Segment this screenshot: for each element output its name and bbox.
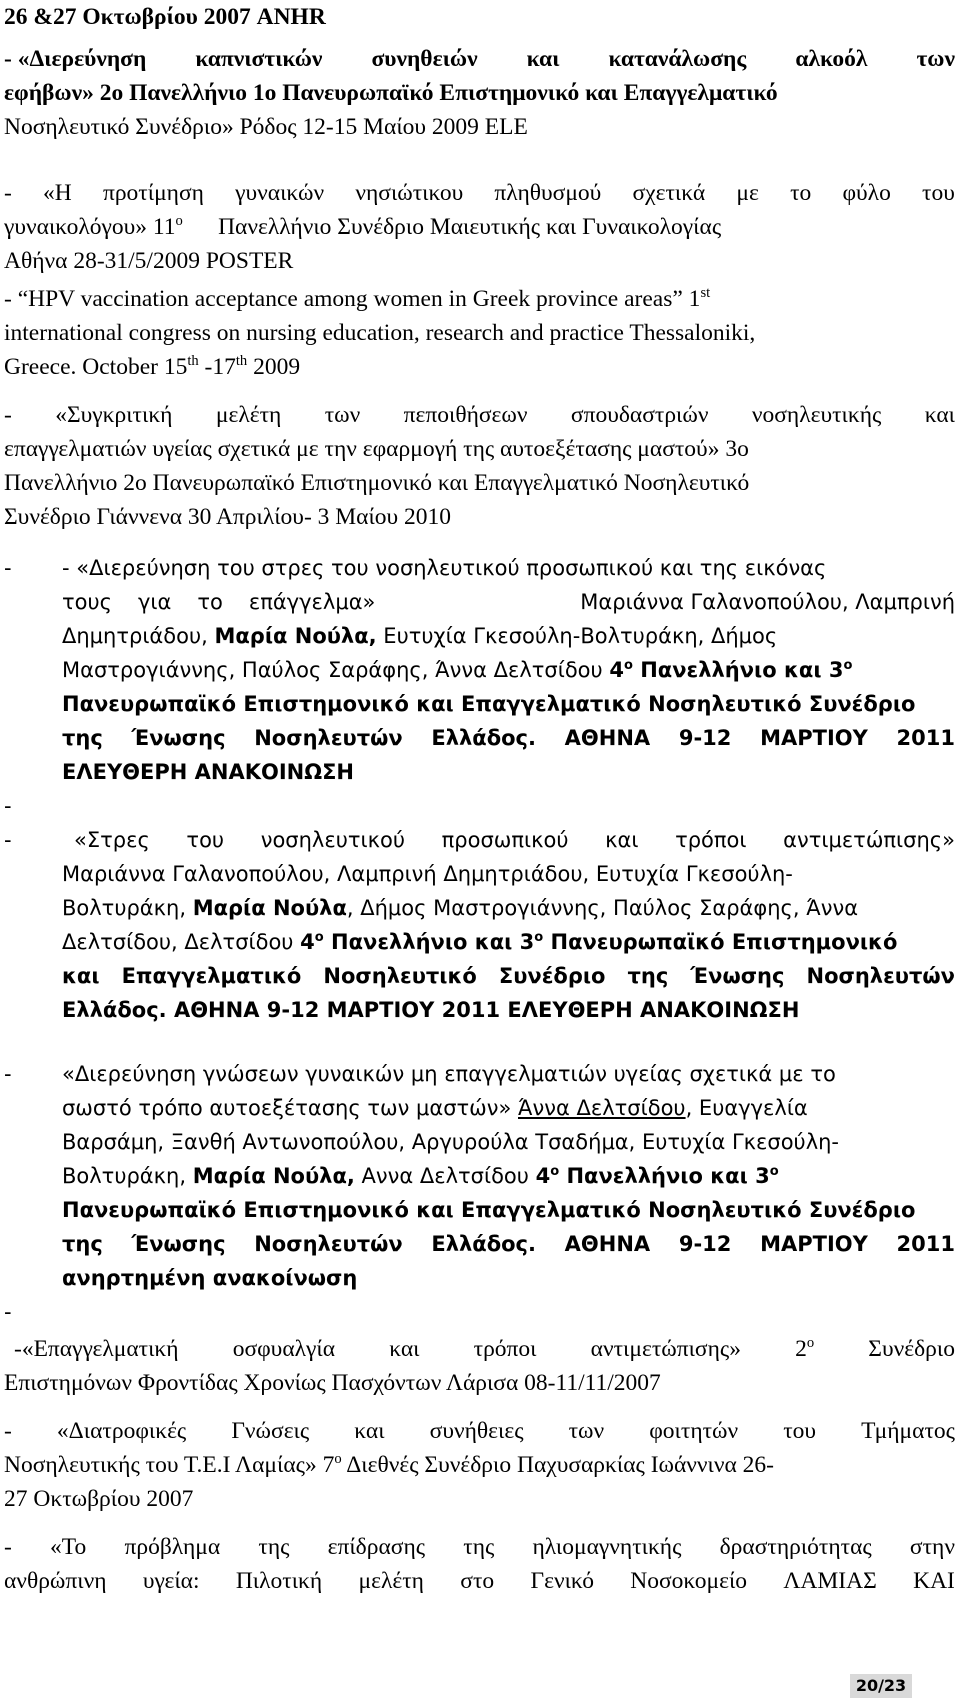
entry-2-line-2: γυναικολόγου» $11^o$ Πανελλήνιο Συνέδριο Μαιευτικής και Γυναικολογίας bbox=[4, 213, 722, 240]
entry-7-line-6: της Ένωσης Νοσηλευτών Ελλάδος. ΑΘΗΝΑ 9-12 ΜΑΡΤΙΟΥ 2011 bbox=[62, 1232, 955, 1256]
entry-7-line-1: «Διερεύνηση γνώσεων γυναικών μη επαγγελματιών υγείας σχετικά με το bbox=[62, 1062, 836, 1086]
entry-9-line-2: Νοσηλευτικής του Τ.Ε.Ι Λαμίας» $7^o$ Διεθνές Συνέδριο Παχυσαρκίας Ιωάννινα 26- bbox=[4, 1451, 775, 1478]
entry-7-line-4: Βολτυράκη, Μαρία Νούλα, Αννα Δελτσίδου $4^o$ Πανελλήνιο και $3^o$ bbox=[62, 1164, 779, 1188]
entry-2-line-3: Αθήνα 28-31/5/2009 POSTER bbox=[4, 248, 294, 274]
entry-7-line-2: σωστό τρόπο αυτοεξέτασης των μαστών» Άννα Δελτσίδου, Ευαγγελία bbox=[62, 1096, 808, 1120]
entry-6-line-2: Μαριάννα Γαλανοπούλου, Λαμπρινή Δημητριάδου, Ευτυχία Γκεσούλη- bbox=[62, 862, 793, 886]
entry-5-line-6: της Ένωσης Νοσηλευτών Ελλάδος. ΑΘΗΝΑ 9-12 ΜΑΡΤΙΟΥ 2011 bbox=[62, 726, 955, 750]
entry-1-line-2: εφήβων» 2ο Πανελλήνιο 1ο Πανευρωπαϊκό Επιστημονικό και Επαγγελματικό bbox=[4, 80, 778, 106]
entry-3-line-3: Greece. October 15th -17th 2009 bbox=[4, 353, 301, 380]
entry-9-line-1: - «Διατροφικές Γνώσεις και συνήθειες των φοιτητών του Τμήματος bbox=[4, 1418, 955, 1444]
entry-8-line-2: Επιστημόνων Φροντίδας Χρονίως Πασχόντων Λάρισα 08-11/11/2007 bbox=[4, 1370, 661, 1396]
entry-5-line-3: Δημητριάδου, Μαρία Νούλα, Ευτυχία Γκεσούλη-Βολτυράκη, Δήμος bbox=[62, 624, 778, 648]
entry-8-line-1: -«Επαγγελματική οσφυαλγία και τρόποι αντιμετώπισης» $2^o$ Συνέδριο bbox=[14, 1335, 955, 1362]
entry-6-line-4: Δελτσίδου, Δελτσίδου $4^o$ Πανελλήνιο και $3^o$ Πανευρωπαϊκό Επιστημονικό bbox=[62, 930, 898, 954]
entry-5-line-2: τους για το επάγγελμα» Μαριάννα Γαλανοπούλου, Λαμπρινή bbox=[62, 590, 955, 614]
entry-7-line-5: Πανευρωπαϊκό Επιστημονικό και Επαγγελματικό Νοσηλευτικό Συνέδριο bbox=[62, 1198, 916, 1222]
entry-7-line-7: ανηρτημένη ανακοίνωση bbox=[62, 1266, 358, 1290]
entry-4-line-3: Πανελλήνιο 2ο Πανευρωπαϊκό Επιστημονικό και Επαγγελματικό Νοσηλευτικό bbox=[4, 470, 750, 496]
entry-2-line-1: - «Η προτίμηση γυναικών νησιώτικου πληθυσμού σχετικά με το φύλο του bbox=[4, 180, 955, 206]
page-number: 20/23 bbox=[850, 1674, 912, 1698]
entry-6-line-3: Βολτυράκη, Μαρία Νούλα, Δήμος Μαστρογιάννης, Παύλος Σαράφης, Άννα bbox=[62, 896, 859, 920]
entry-5-line-4: Μαστρογιάννης, Παύλος Σαράφης, Άννα Δελτσίδου $4^o$ Πανελλήνιο και $3^o$ bbox=[62, 658, 853, 682]
entry-10-line-2: ανθρώπινη υγεία: Πιλοτική μελέτη στο Γενικό Νοσοκομείο ΛΑΜΙΑΣ ΚΑΙ bbox=[4, 1568, 955, 1594]
entry-10-line-1: - «Το πρόβλημα της επίδρασης της ηλιομαγνητικής δραστηριότητας στην bbox=[4, 1534, 955, 1560]
entry-6-line-6: Ελλάδος. ΑΘΗΝΑ 9-12 ΜΑΡΤΙΟΥ 2011 ΕΛΕΥΘΕΡΗ ΑΝΑΚΟΙΝΩΣΗ bbox=[62, 998, 800, 1022]
entry-3-line-1: - “HPV vaccination acceptance among women in Greek province areas” 1st bbox=[4, 285, 711, 312]
entry-3-line-2: international congress on nursing education, research and practice Thessaloniki, bbox=[4, 320, 756, 346]
entry-5-dash: - bbox=[4, 556, 12, 580]
entry-4-line-1: - «Συγκριτική μελέτη των πεποιθήσεων σπουδαστριών νοσηλευτικής και bbox=[4, 402, 955, 428]
entry-6-dash: - bbox=[4, 828, 12, 852]
entry-4-line-4: Συνέδριο Γιάννενα 30 Απριλίου- 3 Μαίου 2010 bbox=[4, 504, 452, 530]
entry-7-dash: - bbox=[4, 1062, 12, 1086]
entry-1-line-1: - «Διερεύνηση καπνιστικών συνηθειών και κατανάλωσης αλκοόλ των bbox=[4, 46, 955, 72]
entry-5-line-7: ΕΛΕΥΘΕΡΗ ΑΝΑΚΟΙΝΩΣΗ bbox=[62, 760, 354, 784]
entry-5-line-1: - «Διερεύνηση του στρες του νοσηλευτικού προσωπικού και της εικόνας bbox=[62, 556, 827, 580]
entry-1-line-3: Νοσηλευτικό Συνέδριο» Ρόδος 12-15 Μαίου 2009 ELE bbox=[4, 114, 528, 140]
entry-6-line-5: και Επαγγελματικό Νοσηλευτικό Συνέδριο της Ένωσης Νοσηλευτών bbox=[62, 964, 955, 988]
entry-7-line-3: Βαρσάμη, Ξανθή Αντωνοπούλου, Αργυρούλα Τσαδήμα, Ευτυχία Γκεσούλη- bbox=[62, 1130, 840, 1154]
empty-dash-2: - bbox=[4, 1300, 12, 1324]
entry-5-line-5: Πανευρωπαϊκό Επιστημονικό και Επαγγελματικό Νοσηλευτικό Συνέδριο bbox=[62, 692, 916, 716]
entry-4-line-2: επαγγελματιών υγείας σχετικά με την εφαρμογή της αυτοεξέτασης μαστού» 3ο bbox=[4, 436, 749, 462]
heading-line: 26 &27 Οκτωβρίου 2007 ANHR bbox=[4, 4, 326, 30]
entry-6-line-1: «Στρες του νοσηλευτικού προσωπικού και τρόποι αντιμετώπισης» bbox=[74, 828, 955, 852]
empty-dash-1: - bbox=[4, 794, 12, 818]
entry-9-line-3: 27 Οκτωβρίου 2007 bbox=[4, 1486, 194, 1512]
